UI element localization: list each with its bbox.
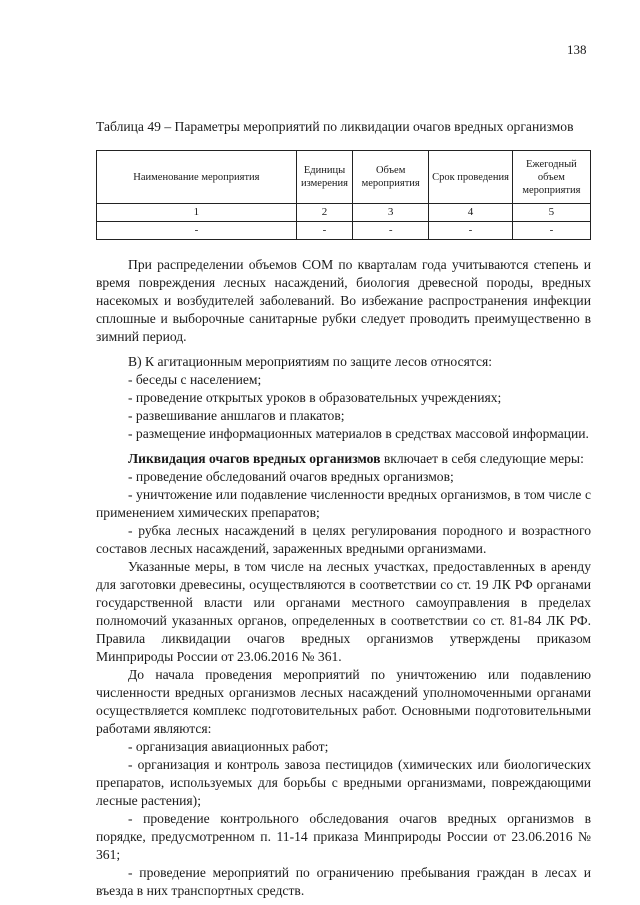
header-cell: Наименование мероприятия xyxy=(97,151,297,204)
list-item: - уничтожение или подавление численности вредных организмов, в том числе с применением химических препаратов; xyxy=(96,487,591,520)
table-row xyxy=(97,222,591,240)
list-item: - проведение мероприятий по ограничению пребывания граждан в лесах и въезда в них транспортных средств. xyxy=(96,865,591,898)
table-cell: - xyxy=(512,222,590,240)
paragraph: Указанные меры, в том числе на лесных участках, предоставленных в аренду для заготовки древесины, осуществляются в соответствии со ст. 19 ЛК РФ органами государственной власти или органами местного самоуправления в пределах полномочий указанных органов, определенных в соответствии со ст. 81-84 ЛК РФ. Правила ликвидации очагов вредных организмов утверждены приказом Минприроды России от 23.06.2016 № 361. xyxy=(96,559,591,664)
header-cell: Объем мероприятия xyxy=(353,151,429,204)
list-item: - организация авиационных работ; xyxy=(128,739,329,754)
table-caption: Таблица 49 – Параметры мероприятий по ликвидации очагов вредных организмов xyxy=(96,119,574,134)
bold-heading: Ликвидация очагов вредных организмов xyxy=(128,451,381,466)
number-cell: 3 xyxy=(353,204,429,222)
list-item: - развешивание аншлагов и плакатов; xyxy=(128,408,345,423)
table-cell: - xyxy=(429,222,513,240)
table-number-row xyxy=(97,204,591,222)
header-cell: Ежегодный объем мероприятия xyxy=(512,151,590,204)
paragraph: В) К агитационным мероприятиям по защите лесов относятся: xyxy=(128,354,493,369)
table-cell: - xyxy=(296,222,352,240)
list-item: - размещение информационных материалов в средствах массовой информации. xyxy=(128,426,589,441)
table-header-row xyxy=(97,151,591,204)
paragraph: До начала проведения мероприятий по уничтожению или подавлению численности вредных организмов лесных насаждений уполномоченными органами осуществляется комплекс подготовительных работ. Основными подготовительными работами являются: xyxy=(96,667,591,736)
paragraph: При распределении объемов СОМ по кварталам года учитываются степень и время повреждения лесных насаждений, биология древесной породы, вредных насекомых и возбудителей заболеваний. Во избежание распространения инфекции сплошные и выборочные санитарные рубки следует проводить преимущественно в зимний период. xyxy=(96,257,591,344)
list-item: - рубка лесных насаждений в целях регулирования породного и возрастного составов лесных насаждений, зараженных вредными организмами. xyxy=(96,523,591,556)
number-cell: 1 xyxy=(97,204,297,222)
list-item: - организация и контроль завоза пестицидов (химических или биологических препаратов, используемых для борьбы с вредными организмами, повреждающими лесные растения); xyxy=(96,757,591,808)
list-item: - беседы с населением; xyxy=(128,372,262,387)
number-cell: 4 xyxy=(429,204,513,222)
list-item: - проведение обследований очагов вредных организмов; xyxy=(128,469,454,484)
header-cell: Срок проведения xyxy=(429,151,513,204)
table-cell: - xyxy=(353,222,429,240)
header-cell: Единицы измерения xyxy=(296,151,352,204)
page-number: 138 xyxy=(567,42,587,57)
list-item: - проведение открытых уроков в образовательных учреждениях; xyxy=(128,390,502,405)
list-item: - проведение контрольного обследования очагов вредных организмов в порядке, предусмотренном п. 11-14 приказа Минприроды России от 23.06.2016 № 361; xyxy=(96,811,591,862)
table-cell: - xyxy=(97,222,297,240)
number-cell: 5 xyxy=(512,204,590,222)
body-text xyxy=(96,256,591,900)
number-cell: 2 xyxy=(296,204,352,222)
parameters-table xyxy=(96,150,591,240)
paragraph-text: включает в себя следующие меры: xyxy=(380,451,584,466)
paragraph xyxy=(96,450,591,468)
